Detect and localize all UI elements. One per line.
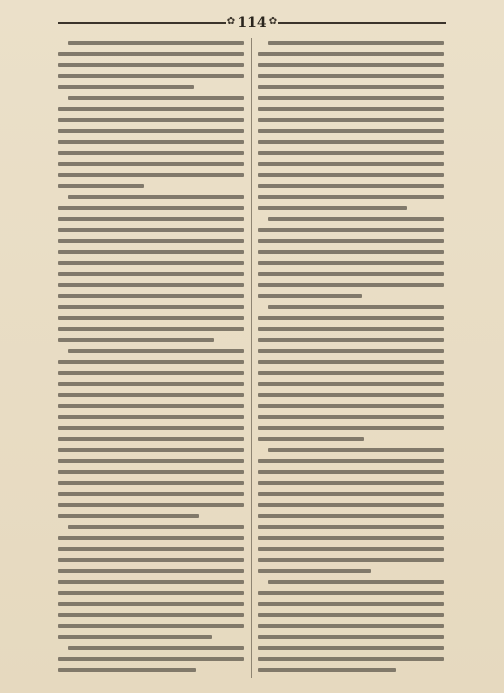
text-line: [68, 195, 244, 199]
text-line: [58, 569, 244, 573]
text-line: [58, 426, 244, 430]
text-line: [58, 580, 244, 584]
text-line: [258, 250, 444, 254]
text-line: [58, 459, 244, 463]
text-line: [58, 85, 194, 89]
text-line: [68, 349, 244, 353]
text-line: [258, 646, 444, 650]
text-line: [258, 228, 444, 232]
text-line: [58, 74, 244, 78]
text-line: [58, 140, 244, 144]
text-line: [58, 481, 244, 485]
text-column-left: [58, 38, 244, 678]
text-line: [258, 349, 444, 353]
text-line: [258, 569, 371, 573]
text-line: [58, 228, 244, 232]
text-line: [58, 371, 244, 375]
text-line: [68, 41, 244, 45]
text-line: [258, 635, 444, 639]
text-line: [258, 118, 444, 122]
text-line: [268, 41, 444, 45]
text-line: [58, 393, 244, 397]
text-line: [58, 206, 244, 210]
text-line: [258, 426, 444, 430]
page-number: 114: [237, 15, 267, 31]
text-line: [258, 558, 444, 562]
text-line: [268, 305, 444, 309]
text-line: [58, 635, 212, 639]
text-line: [58, 536, 244, 540]
text-line: [58, 162, 244, 166]
text-line: [258, 195, 444, 199]
text-line: [58, 404, 244, 408]
text-line: [258, 96, 444, 100]
text-line: [258, 393, 444, 397]
text-line: [58, 415, 244, 419]
text-line: [258, 272, 444, 276]
text-line: [58, 437, 244, 441]
text-line: [58, 118, 244, 122]
text-line: [258, 74, 444, 78]
text-line: [58, 283, 244, 287]
text-line: [258, 261, 444, 265]
text-line: [58, 184, 144, 188]
text-line: [258, 591, 444, 595]
text-column-right: [258, 38, 444, 678]
text-line: [258, 459, 444, 463]
text-line: [58, 305, 244, 309]
text-line: [58, 657, 244, 661]
text-line: [58, 448, 244, 452]
text-line: [58, 624, 244, 628]
column-divider: [251, 38, 252, 678]
text-line: [258, 382, 444, 386]
text-line: [258, 547, 444, 551]
text-line: [258, 404, 444, 408]
text-line: [258, 129, 444, 133]
text-line: [58, 613, 244, 617]
text-line: [58, 547, 244, 551]
text-line: [58, 558, 244, 562]
text-line: [58, 327, 244, 331]
ornament-left-icon: ✿: [226, 16, 236, 27]
text-line: [258, 525, 444, 529]
text-line: [258, 514, 444, 518]
text-line: [68, 525, 244, 529]
text-line: [58, 129, 244, 133]
text-line: [58, 63, 244, 67]
text-line: [258, 657, 444, 661]
text-line: [258, 624, 444, 628]
text-line: [58, 239, 244, 243]
text-line: [258, 283, 444, 287]
text-line: [58, 151, 244, 155]
text-line: [58, 173, 244, 177]
text-line: [268, 580, 444, 584]
text-line: [58, 294, 244, 298]
text-line: [258, 470, 444, 474]
text-line: [268, 448, 444, 452]
header-rule-left: [58, 22, 226, 24]
text-line: [258, 184, 444, 188]
text-line: [258, 415, 444, 419]
text-line: [268, 217, 444, 221]
text-line: [258, 338, 444, 342]
text-line: [258, 492, 444, 496]
text-line: [258, 162, 444, 166]
text-line: [258, 294, 362, 298]
text-line: [258, 437, 364, 441]
text-line: [68, 96, 244, 100]
text-line: [58, 492, 244, 496]
text-line: [258, 173, 444, 177]
text-line: [58, 503, 244, 507]
text-line: [58, 382, 244, 386]
text-line: [258, 63, 444, 67]
text-line: [258, 360, 444, 364]
text-line: [258, 602, 444, 606]
text-line: [58, 217, 244, 221]
text-line: [58, 338, 214, 342]
text-line: [258, 151, 444, 155]
text-line: [258, 536, 444, 540]
page-header: [58, 14, 446, 32]
text-line: [58, 591, 244, 595]
text-line: [58, 316, 244, 320]
header-rule-right: [278, 22, 446, 24]
ornament-right-icon: ✿: [268, 16, 278, 27]
text-line: [58, 272, 244, 276]
text-line: [58, 470, 244, 474]
text-line: [258, 107, 444, 111]
text-line: [68, 646, 244, 650]
text-line: [258, 206, 407, 210]
text-line: [58, 52, 244, 56]
text-line: [258, 613, 444, 617]
text-line: [258, 52, 444, 56]
text-line: [258, 85, 444, 89]
text-line: [58, 668, 196, 672]
text-line: [58, 360, 244, 364]
text-line: [58, 514, 199, 518]
text-line: [258, 668, 396, 672]
text-line: [258, 371, 444, 375]
text-line: [258, 481, 444, 485]
text-line: [258, 503, 444, 507]
text-line: [58, 602, 244, 606]
text-line: [258, 239, 444, 243]
text-line: [258, 316, 444, 320]
text-line: [258, 327, 444, 331]
text-line: [58, 261, 244, 265]
text-line: [58, 250, 244, 254]
text-line: [258, 140, 444, 144]
text-line: [58, 107, 244, 111]
